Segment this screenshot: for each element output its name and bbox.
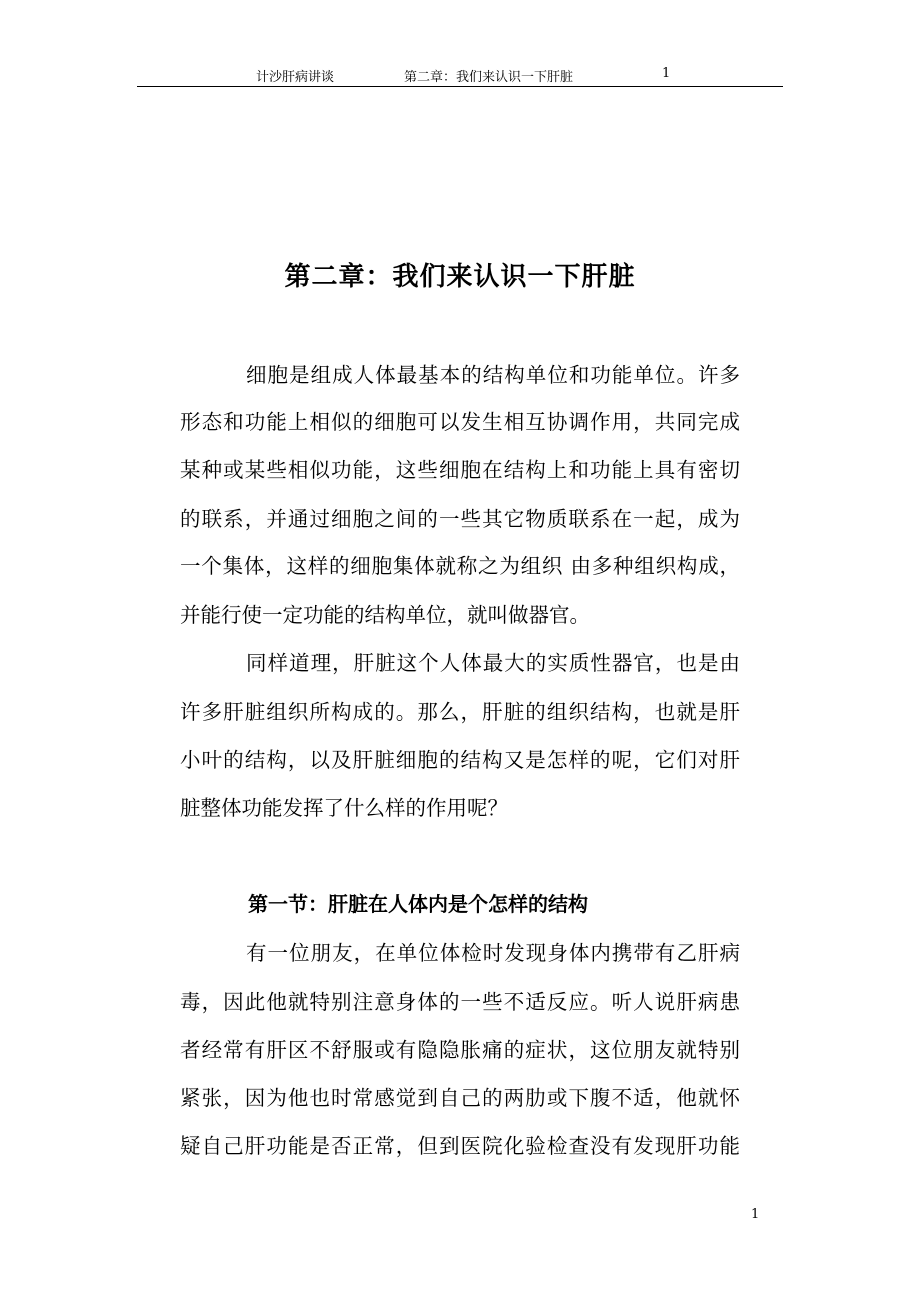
- header-chapter-title: 第二章：我们来认识一下肝脏: [404, 70, 574, 85]
- paragraph-line: 脏整体功能发挥了什么样的作用呢？: [180, 796, 508, 820]
- page-header: [137, 62, 783, 87]
- paragraph-line: 者经常有肝区不舒服或有隐隐胀痛的症状，这位朋友就特别: [180, 1038, 740, 1062]
- paragraph-line: 细胞是组成人体最基本的结构单位和功能单位。许多: [246, 363, 740, 387]
- paragraph-line: 许多肝脏组织所构成的。那么，肝脏的组织结构，也就是肝: [180, 700, 740, 724]
- paragraph-line: 一个集体，这样的细胞集体就称之为组织 由多种组织构成，: [180, 554, 740, 578]
- header-page-number: 1: [662, 66, 671, 81]
- paragraph-line: 小叶的结构，以及肝脏细胞的结构又是怎样的呢，它们对肝: [180, 748, 740, 772]
- paragraph-line: 并能行使一定功能的结构单位，就叫做器官。: [180, 603, 590, 627]
- chapter-title: 第二章：我们来认识一下肝脏: [284, 262, 636, 292]
- paragraph-line: 有一位朋友，在单位体检时发现身体内携带有乙肝病: [246, 941, 740, 965]
- footer-page-number: 1: [751, 1207, 760, 1222]
- paragraph-line: 疑自己肝功能是否正常，但到医院化验检查没有发现肝功能: [180, 1134, 740, 1158]
- paragraph-line: 紧张，因为他也时常感觉到自己的两肋或下腹不适，他就怀: [180, 1086, 740, 1110]
- paragraph-line: 的联系，并通过细胞之间的一些其它物质联系在一起，成为: [180, 507, 740, 531]
- paragraph-line: 同样道理，肝脏这个人体最大的实质性器官，也是由: [246, 651, 740, 675]
- paragraph-line: 某种或某些相似功能，这些细胞在结构上和功能上具有密切: [180, 458, 740, 482]
- paragraph-line: 毒，因此他就特别注意身体的一些不适反应。听人说肝病患: [180, 990, 740, 1014]
- header-book-title: 计沙肝病讲谈: [256, 70, 335, 85]
- section-title: 第一节：肝脏在人体内是个怎样的结构: [248, 892, 588, 916]
- paragraph-line: 形态和功能上相似的细胞可以发生相互协调作用，共同完成: [180, 410, 740, 434]
